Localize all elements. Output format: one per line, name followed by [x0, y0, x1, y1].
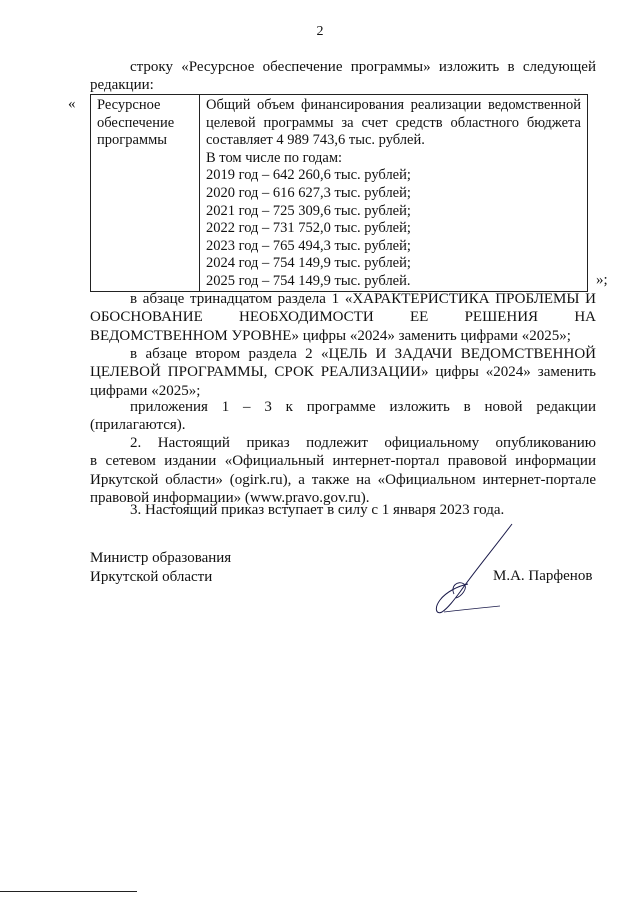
resource-label-cell: [91, 95, 200, 292]
open-quote-mark: «: [68, 96, 76, 112]
signatory-name: М.А. Парфенов: [493, 568, 593, 584]
resource-label-line: программы: [97, 132, 167, 149]
funding-total-line: Общий объем финансирования реализации ведомственной: [206, 97, 581, 113]
paragraph-line: в абзаце втором раздела 2 «ЦЕЛЬ И ЗАДАЧИ ВЕДОМСТВЕННОЙ: [130, 346, 596, 362]
funding-year-2023: 2023 год – 765 494,3 тыс. рублей;: [206, 237, 411, 254]
funding-year-2019: 2019 год – 642 260,6 тыс. рублей;: [206, 167, 411, 184]
paragraph-line: (прилагаются).: [90, 417, 186, 434]
footnote-separator: [0, 891, 137, 892]
paragraph-line: 2. Настоящий приказ подлежит официальному опубликованию: [130, 435, 596, 451]
paragraph-publication: [90, 434, 596, 508]
funding-year-2022: 2022 год – 731 752,0 тыс. рублей;: [206, 220, 411, 237]
paragraph-line: цифрами «2025»;: [90, 382, 201, 399]
paragraph-line: Иркутской области» (ogirk.ru), а также на «Официальном интернет-портале: [90, 471, 596, 488]
close-quote-mark: »;: [596, 272, 608, 288]
intro-line-2: редакции:: [90, 77, 154, 94]
paragraph-line: приложения 1 – 3 к программе изложить в новой редакции: [130, 399, 596, 415]
resource-table: [90, 94, 588, 292]
funding-year-2020: 2020 год – 616 627,3 тыс. рублей;: [206, 184, 411, 201]
resource-content-cell: [200, 95, 588, 292]
funding-total-line: целевой программы за счет средств областного бюджета: [206, 114, 581, 131]
paragraph-appendices: [90, 398, 596, 435]
paragraph-line: 3. Настоящий приказ вступает в силу с 1 января 2023 года.: [130, 502, 505, 518]
signatory-position-line: Иркутской области: [90, 568, 213, 585]
signatory-position: [90, 549, 231, 586]
paragraph-section-1-amendment: [90, 290, 596, 345]
resource-label-line: Ресурсное: [97, 97, 161, 113]
funding-year-2021: 2021 год – 725 309,6 тыс. рублей;: [206, 202, 411, 219]
paragraph-line: ВЕДОМСТВЕННОМ УРОВНЕ» цифры «2024» заменить цифрами «2025»;: [90, 327, 571, 344]
paragraph-line: в сетевом издании «Официальный интернет-портал правовой информации: [90, 453, 596, 470]
resource-table-row: [91, 95, 588, 292]
resource-label-line: обеспечение: [97, 114, 175, 131]
page-number: 2: [316, 24, 324, 39]
paragraph-line: ЦЕЛЕВОЙ ПРОГРАММЫ, СРОК РЕАЛИЗАЦИИ» цифры «2024» заменить: [90, 364, 596, 381]
funding-year-2024: 2024 год – 754 149,9 тыс. рублей;: [206, 255, 411, 272]
paragraph-line: правовой информации» (www.pravo.gov.ru).: [90, 490, 370, 507]
paragraph-line: в абзаце тринадцатом раздела 1 «ХАРАКТЕРИСТИКА ПРОБЛЕМЫ И: [130, 291, 596, 307]
intro-paragraph: [90, 58, 596, 95]
signatory-position-line: Министр образования: [90, 550, 232, 566]
funding-by-years-heading: В том числе по годам:: [206, 149, 343, 166]
paragraph-section-2-amendment: [90, 345, 596, 400]
funding-total-line: составляет 4 989 743,6 тыс. рублей.: [206, 132, 425, 149]
paragraph-line: ОБОСНОВАНИЕ НЕОБХОДИМОСТИ ЕЕ РЕШЕНИЯ НА: [90, 309, 596, 326]
intro-line-1: строку «Ресурсное обеспечение программы» изложить в следующей: [130, 59, 596, 75]
funding-year-2025: 2025 год – 754 149,9 тыс. рублей.: [206, 272, 411, 289]
paragraph-effective-date: [90, 501, 596, 519]
